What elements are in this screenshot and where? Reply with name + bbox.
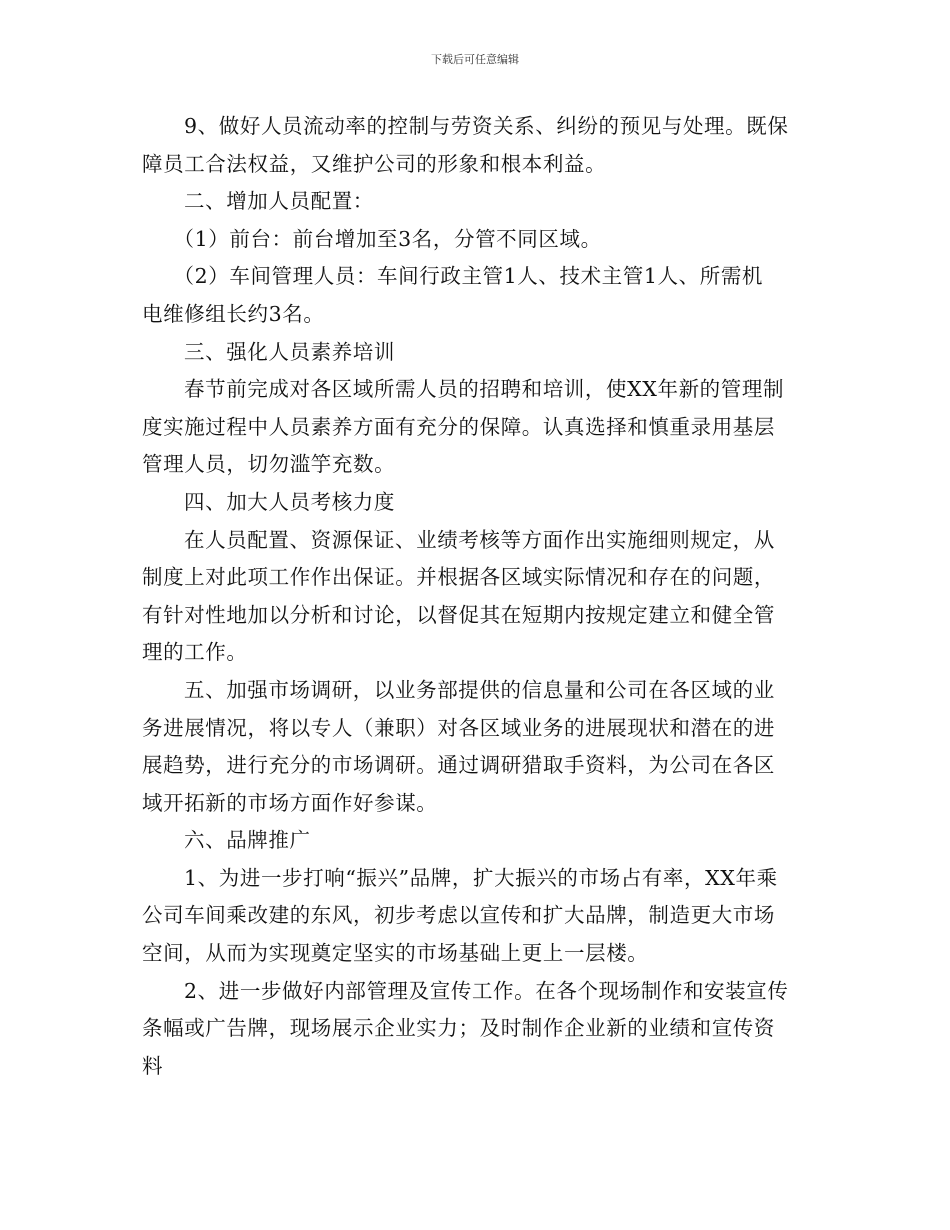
text-line: 电维修组长约3名。 xyxy=(142,301,325,326)
text-line: 度实施过程中人员素养方面有充分的保障。认真选择和慎重录用基层 xyxy=(142,414,775,439)
text-line: 料 xyxy=(142,1053,164,1078)
text-line: 六、品牌推广 xyxy=(184,828,311,853)
text-line: （2）车间管理人员：车间行政主管1人、技术主管1人、所需机 xyxy=(173,264,764,289)
text-line: 空间，从而为实现奠定坚实的市场基础上更上一层楼。 xyxy=(142,941,649,966)
text-line: 三、强化人员素养培训 xyxy=(184,339,395,364)
text-line: 管理人员，切勿滥竽充数。 xyxy=(142,452,396,477)
document-body xyxy=(142,108,814,1085)
text-line: 有针对性地加以分析和讨论，以督促其在短期内按规定建立和健全管 xyxy=(142,602,775,627)
text-line: 1、为进一步打响“振兴”品牌，扩大振兴的市场占有率，XX年乘 xyxy=(184,865,778,890)
text-line: 9、做好人员流动率的控制与劳资关系、纠纷的预见与处理。既保 xyxy=(184,114,789,138)
text-line: 展趋势，进行充分的市场调研。通过调研猎取手资料，为公司在各区 xyxy=(142,753,775,778)
text-line: 条幅或广告牌，现场展示企业实力；及时制作企业新的业绩和宣传资 xyxy=(142,1016,775,1041)
text-line: 四、加大人员考核力度 xyxy=(184,489,395,514)
text-line: 域开拓新的市场方面作好参谋。 xyxy=(142,790,438,815)
text-line: 五、加强市场调研，以业务部提供的信息量和公司在各区域的业 xyxy=(184,677,775,702)
text-line: 理的工作。 xyxy=(142,640,248,665)
text-line: 春节前完成对各区域所需人员的招聘和培训，使XX年新的管理制 xyxy=(184,377,785,402)
text-line: 障员工合法权益，又维护公司的形象和根本利益。 xyxy=(142,151,607,176)
text-line: 二、增加人员配置： xyxy=(184,189,374,214)
text-line: 公司车间乘改建的东风，初步考虑以宣传和扩大品牌，制造更大市场 xyxy=(142,903,775,928)
text-line: 在人员配置、资源保证、业绩考核等方面作出实施细则规定，从 xyxy=(184,527,775,552)
text-line: 务进展情况，将以专人（兼职）对各区域业务的进展现状和潜在的进 xyxy=(142,715,775,740)
page-header: 下载后可任意编辑 xyxy=(431,53,519,66)
text-line: （1）前台：前台增加至3名，分管不同区域。 xyxy=(173,226,602,251)
text-line: 制度上对此项工作作出保证。并根据各区域实际情况和存在的问题， xyxy=(142,565,775,590)
text-line: 2、进一步做好内部管理及宣传工作。在各个现场制作和安装宣传 xyxy=(184,978,789,1003)
